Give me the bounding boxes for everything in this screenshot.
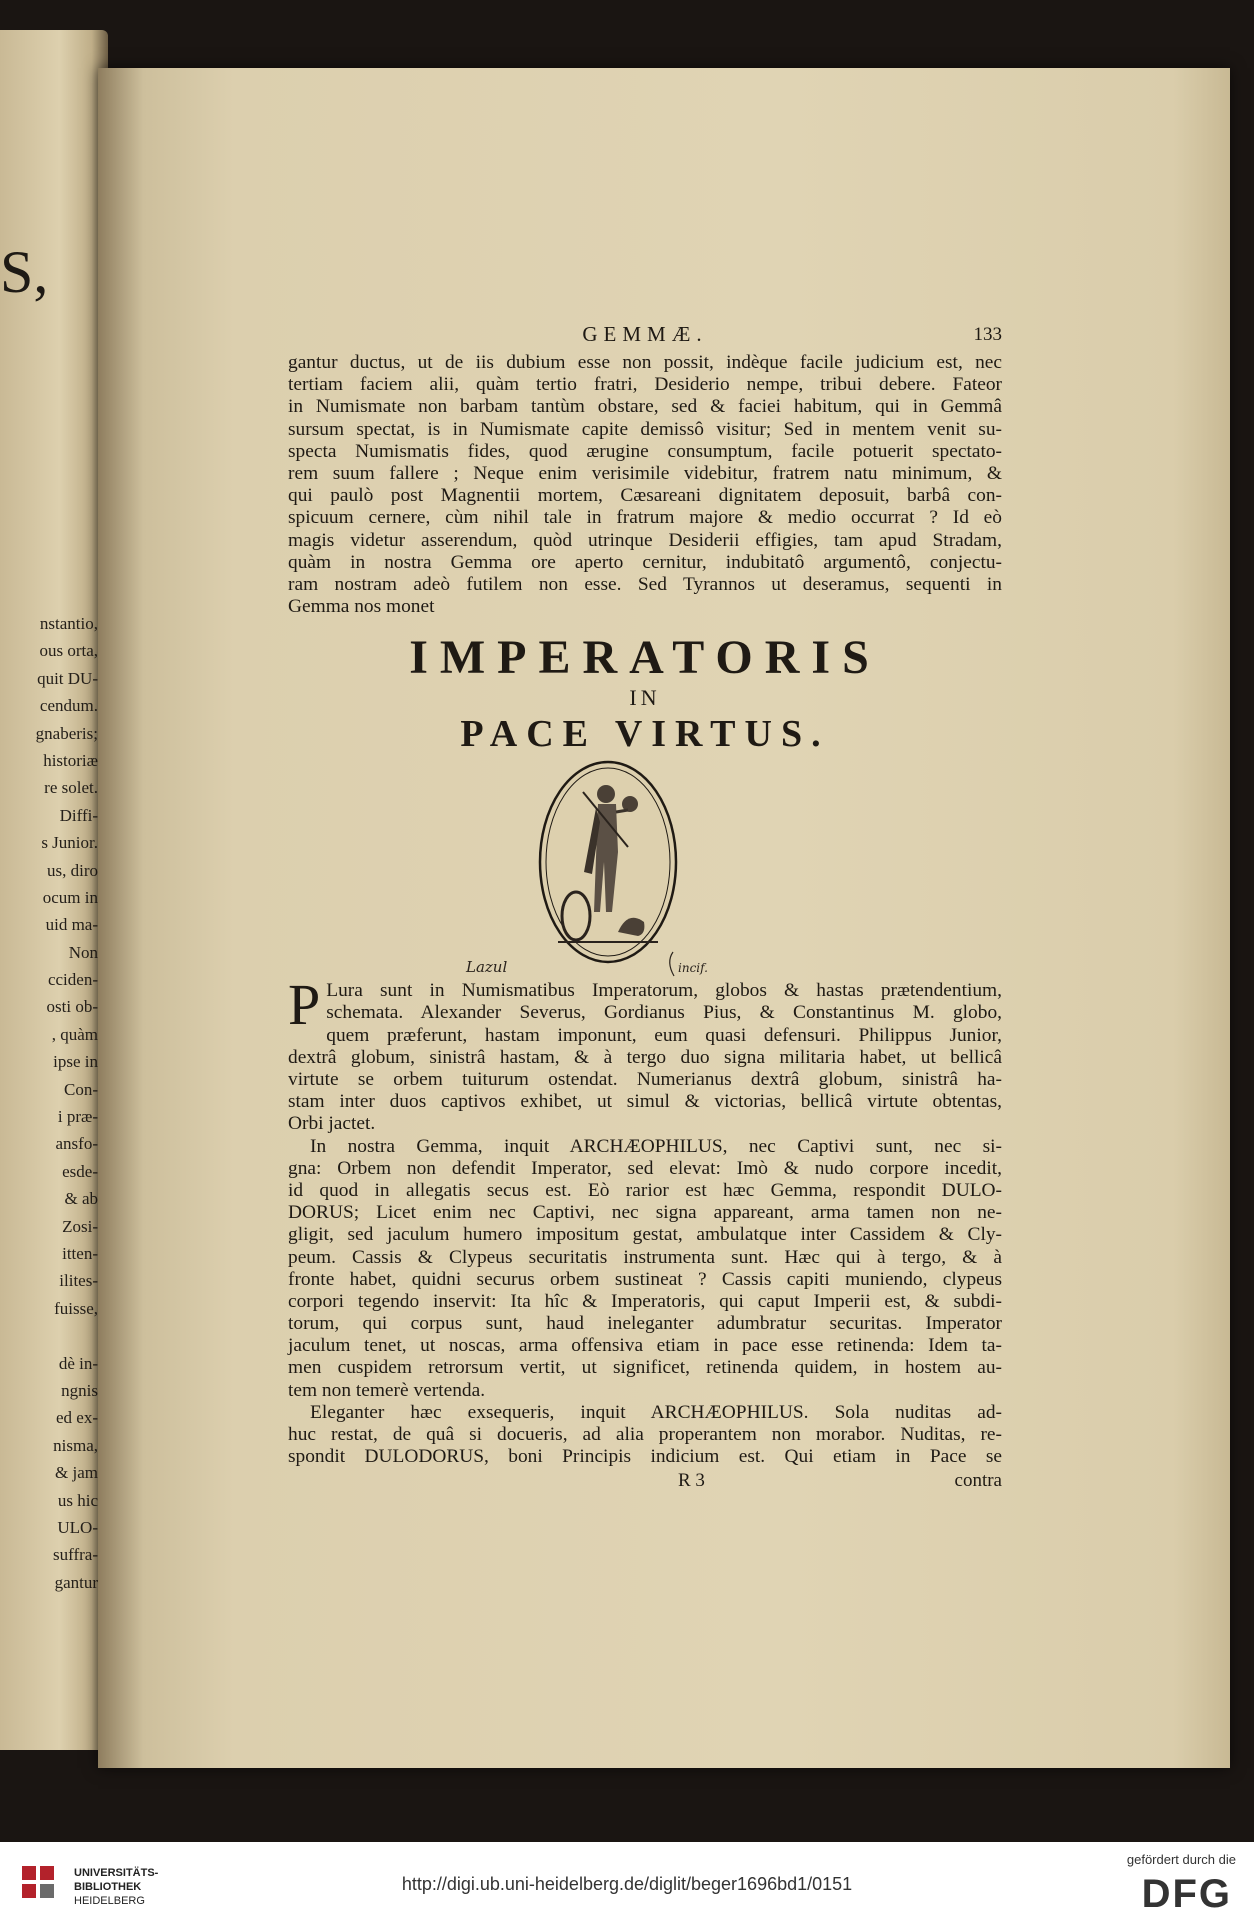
engraver-name-right: incif. [678, 961, 708, 976]
text-line: In nostra Gemma, inquit ARCHÆOPHILUS, nec Captivi sunt, nec si- [310, 1135, 1002, 1157]
book-page [98, 68, 1230, 1768]
text-line: quem præferunt, hastam imponunt, eum quasi defensuri. Philippus Junior, [326, 1024, 1002, 1046]
permalink-url[interactable]: http://digi.ub.uni-heidelberg.de/diglit/beger1696bd1/0151 [401, 1874, 853, 1894]
gem-illustration [466, 762, 788, 980]
paragraph-numismatics [288, 972, 1002, 1135]
text-line: sursum spectat, is in Numismate capite demissô visitur; Sed in mentem venit su- [288, 418, 1002, 440]
text-line: schemata. Alexander Severus, Gordianus Pius, & Constantinus M. globo, [326, 1002, 1002, 1024]
left-fragment-line: quit DU- [37, 668, 98, 688]
library-line-1: UNIVERSITÄTS- [74, 1867, 159, 1879]
text-line: peum. Cassis & Clypeus securitatis instrumenta sunt. Hæc qui à tergo, & à [288, 1246, 1002, 1268]
text-line: gligit, sed jaculum humero impositum gestat, ambulatque inter Cassidem & Cly- [288, 1224, 1002, 1246]
text-line: Orbi jactet. [288, 1113, 376, 1135]
left-facing-page [0, 30, 108, 1750]
text-line: Lura sunt in Numismatibus Imperatorum, globos & hastas prætendentium, [326, 980, 1002, 1002]
heading-line-pace-virtus: PACE VIRTUS. [460, 713, 830, 756]
text-line: virtute se orbem tuiturum ostendat. Numerianus dextrâ globum, sinistrâ ha- [288, 1069, 1002, 1090]
text-line: men cuspidem retrorsum vertit, ut significet, retinenda quidem, in hostem au- [288, 1357, 1002, 1379]
page-number: 133 [973, 324, 1002, 345]
left-fragment-line: ansfo- [55, 1134, 98, 1154]
left-fragment-line: gnaberis; [35, 723, 98, 743]
dropcap: P [288, 972, 321, 1038]
left-fragment-line: re solet. [44, 778, 98, 798]
text-line: dextrâ globum, sinistrâ hastam, & à tergo duo signa militaria habet, ut bellicâ [288, 1046, 1002, 1068]
left-fragment-line: gantur [54, 1572, 98, 1592]
text-line: gantur ductus, ut de iis dubium esse non possit, indèque facile judicium est, nec [288, 352, 1002, 373]
left-fragment-line: esde- [62, 1161, 98, 1181]
left-fragment-line: s Junior. [41, 833, 98, 853]
left-fragment-line: , quàm [51, 1024, 98, 1044]
left-fragment-line: dè in- [58, 1353, 98, 1373]
signature-mark: R 3 [678, 1470, 705, 1492]
text-line: torum, qui corpus sunt, haud ineleganter adumbratur securitas. Imperator [288, 1313, 1002, 1335]
text-line: specta Numismatis fides, quod ærugine consumptum, facile potuerit spectato- [288, 440, 1002, 462]
left-fragment-line: uid ma- [45, 915, 98, 935]
heading-line-in: IN [629, 685, 661, 711]
left-fragment-line: ous orta, [39, 641, 98, 661]
left-fragment-line: ULO- [57, 1517, 98, 1537]
footer-bar [0, 1842, 1254, 1928]
section-heading [288, 632, 1002, 756]
text-line: spicuum cernere, cùm nihil tale in fratrum majore & medio occurrat ? Id eò [288, 507, 1002, 529]
left-fragment-line: fuisse, [54, 1298, 98, 1318]
running-head-title: GEMMÆ. [582, 322, 708, 346]
funding-label: gefördert durch die [1126, 1852, 1236, 1867]
text-line: Eleganter hæc exsequeris, inquit ARCHÆOPHILUS. Sola nuditas ad- [310, 1401, 1002, 1423]
text-line: DORUS; Licet enim nec Captivi, nec signa appareant, arma tamen non ne- [288, 1202, 1002, 1224]
left-fragment-line: cendum. [39, 696, 98, 716]
page-foot [288, 1470, 1002, 1494]
text-line: qui paulò post Magnentii mortem, Cæsareani dignitatem deposuit, barbâ con- [288, 485, 1002, 507]
text-line: huc restat, de quâ si docueris, ad alia properantem non morabor. Nuditas, re- [288, 1424, 1002, 1445]
library-line-3: HEIDELBERG [74, 1895, 145, 1907]
catchword: contra [954, 1470, 1002, 1492]
text-line: stam inter duos captivos exhibet, ut simul & victorias, bellicâ virtute obtentas, [288, 1091, 1002, 1113]
page-content [288, 316, 1002, 1494]
heading-line-imperatoris: IMPERATORIS [409, 631, 881, 685]
text-line: fronte habet, quidni securus orbem sustineat ? Cassis capiti muniendo, clypeus [288, 1268, 1002, 1290]
left-page-text-fragments [8, 610, 98, 1596]
left-fragment-line: Zosi- [62, 1216, 98, 1236]
library-line-2: BIBLIOTHEK [74, 1881, 142, 1893]
left-fragment-line: us hic [57, 1490, 98, 1510]
left-fragment-line: ed ex- [55, 1408, 98, 1428]
left-fragment-line: nisma, [53, 1435, 98, 1455]
left-fragment-line: us, diro [47, 860, 98, 880]
left-fragment-line: Non [68, 942, 98, 962]
left-fragment-line: & jam [55, 1463, 98, 1483]
gem-engraving [288, 762, 1002, 980]
text-line: Gemma nos monet [288, 596, 435, 618]
left-fragment-line: & ab [64, 1189, 98, 1209]
text-line: tertiam faciem alii, quàm tertio fratri, Desiderio nempe, tribui debere. Fateor [288, 374, 1002, 396]
text-line: id quod in allegatis secus est. Eò rarior est hæc Gemma, respondit DULO- [288, 1179, 1002, 1201]
left-fragment-line: i præ- [57, 1107, 98, 1127]
text-line: gna: Orbem non defendit Imperator, sed elevat: Imò & nudo corpore incedit, [288, 1157, 1002, 1179]
dfg-logo[interactable]: DFG [1141, 1872, 1232, 1916]
text-line: in Numismate non barbam tantùm obstare, sed & faciei habitum, qui in Gemmâ [288, 396, 1002, 418]
left-fragment-line: historiæ [43, 750, 98, 770]
left-fragment-line: osti ob- [46, 997, 98, 1017]
left-fragment-line: suffra- [53, 1545, 98, 1565]
text-line: jaculum tenet, ut noscas, arma offensiva etiam in pace esse retinenda: Idem ta- [288, 1335, 1002, 1357]
text-line: ram nostram adeò futilem non esse. Sed Tyrannos ut deseramus, sequenti in [288, 573, 1002, 595]
text-line: quàm in nostra Gemma ore aperto cernitur, indubitatô argumentô, conjectu- [288, 551, 1002, 573]
left-fragment-line: Con- [64, 1079, 98, 1099]
text-line: rem suum fallere ; Neque enim verisimile videbitur, fratrem natu minimum, & [288, 462, 1002, 484]
running-head [288, 316, 1002, 352]
left-fragment-line: ilites- [59, 1271, 98, 1291]
left-fragment-line: ocum in [42, 887, 98, 907]
left-fragment-line: nstantio, [39, 614, 98, 633]
left-fragment-line [8, 1322, 98, 1349]
paragraph-archaeophilus-2 [288, 1402, 1002, 1469]
left-fragment-line: Diffi- [59, 805, 98, 825]
left-fragment-line: ipse in [53, 1052, 98, 1072]
left-fragment-line: ngnis [61, 1380, 98, 1400]
left-fragment-line: cciden- [47, 970, 98, 990]
paragraph-archaeophilus-1 [288, 1136, 1002, 1402]
paragraph-intro [288, 352, 1002, 618]
text-line: corpori tegendo inservit: Ita hîc & Imperatoris, qui caput Imperii est, & subdi- [288, 1290, 1002, 1312]
text-line: tem non temerè vertenda. [288, 1379, 486, 1401]
left-page-fragment-letter: S, [0, 239, 49, 305]
left-fragment-line: itten- [62, 1243, 98, 1263]
text-line: magis videtur asserendum, quòd utrinque Desiderii effigies, tam apud Stradam, [288, 529, 1002, 551]
text-line: spondit DULODORUS, boni Principis indicium est. Qui etiam in Pace se [288, 1446, 1002, 1468]
engraver-name-left: Lazul [466, 958, 508, 977]
